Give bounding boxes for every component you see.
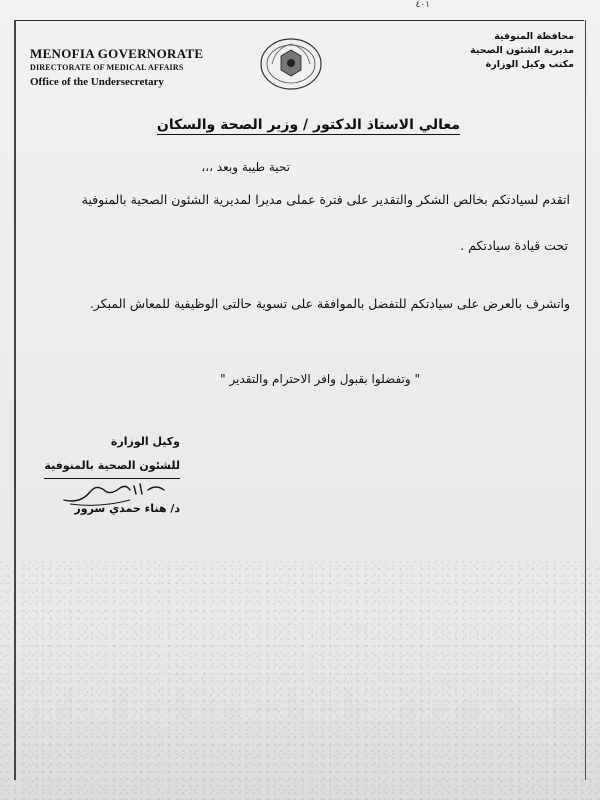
paragraph-2: تحت قيادة سيادتكم . xyxy=(460,238,568,253)
directorate-name-en: DIRECTORATE OF MEDICAL AFFAIRS xyxy=(30,63,184,72)
arabic-letterhead xyxy=(424,30,574,72)
office-name-en: Office of the Undersecretary xyxy=(30,76,164,88)
greeting: تحية طيبة وبعد ،،، xyxy=(201,160,290,174)
right-border xyxy=(585,20,587,780)
english-letterhead xyxy=(30,46,220,88)
office-name-ar: مكتب وكيل الوزارة xyxy=(485,59,574,70)
left-border xyxy=(14,20,16,780)
governorate-name-en: MENOFIA GOVERNORATE xyxy=(30,46,204,61)
governorate-name-ar: محافظة المنوفية xyxy=(494,31,574,42)
emblem-seal-icon xyxy=(258,36,324,92)
signatory-organization: للشئون الصحية بالمنوفية xyxy=(44,454,180,479)
directorate-name-ar: مديرية الشئون الصحية xyxy=(470,45,574,56)
handwritten-signature xyxy=(60,474,170,510)
letter-addressee: معالي الاستاذ الدكتور / وزير الصحة والسكان xyxy=(156,117,460,133)
signatory-name: د/ هناء حمدي سرور xyxy=(74,502,180,515)
closing-line: " وتفضلوا بقبول وافر الاحترام والتقدير " xyxy=(220,372,420,386)
paper-texture xyxy=(0,560,600,800)
paragraph-3: واتشرف بالعرض على سيادتكم للتفضل بالموافقة على تسوية حالتى الوظيفية للمعاش المبكر. xyxy=(89,296,570,311)
paragraph-1: اتقدم لسيادتكم بخالص الشكر والتقدير على فترة عملى مديرا لمديرية الشئون الصحية بالمنوفية xyxy=(81,192,570,207)
signatory-title: وكيل الوزارة xyxy=(110,435,180,448)
page-number-mark: ٤٠١ xyxy=(415,0,430,10)
